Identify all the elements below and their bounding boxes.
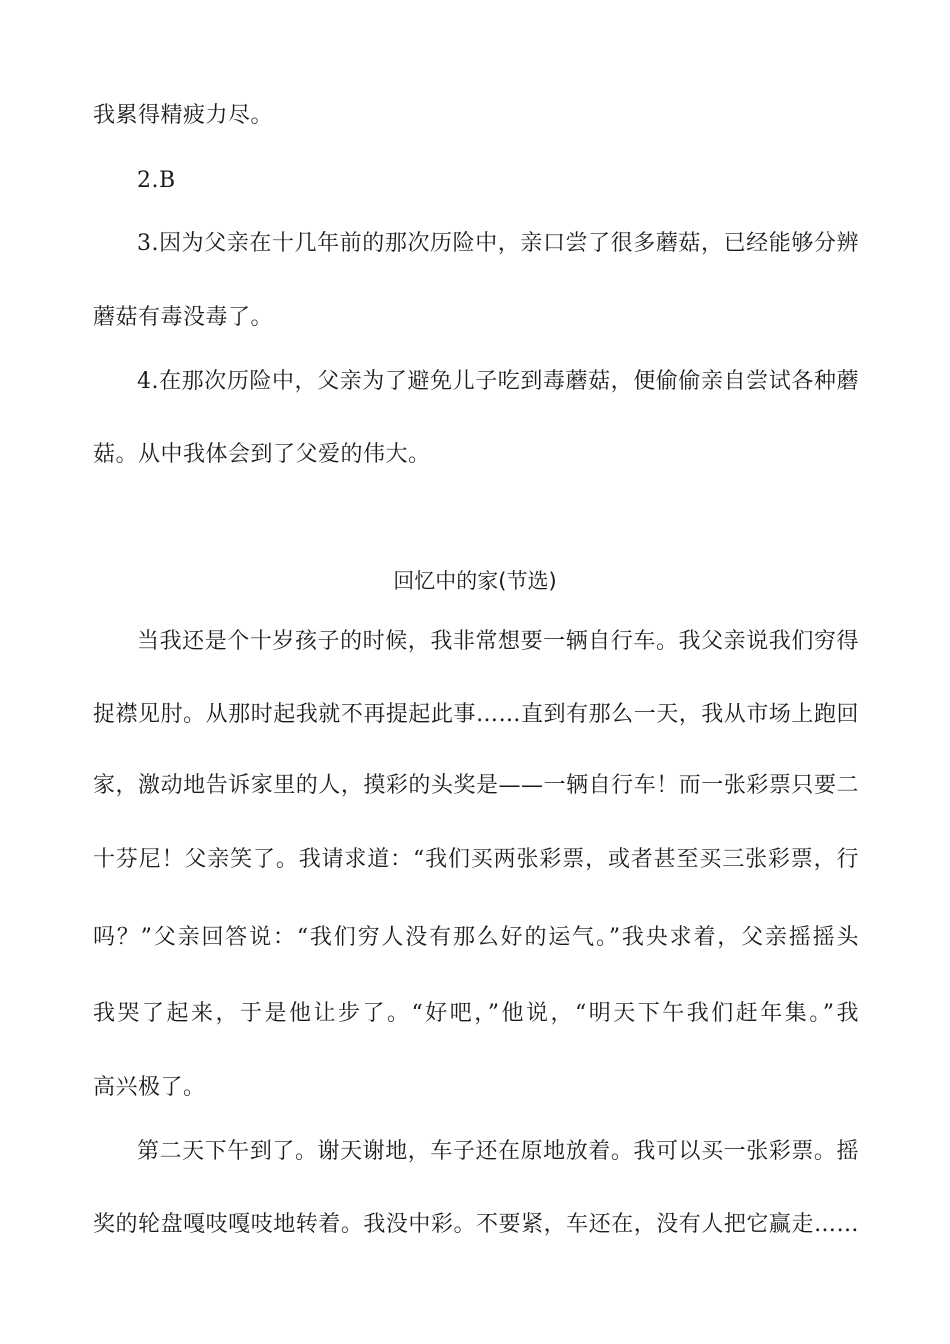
answer-3-line-2: 蘑菇有毒没毒了。 — [93, 305, 274, 330]
paragraph-1-line-3: 家，激动地告诉家里的人，摸彩的头奖是——一辆自行车！而一张彩票只要二 — [93, 773, 859, 798]
answer-4-line-1: 4.在那次历险中，父亲为了避免儿子吃到毒蘑菇，便偷偷亲自尝试各种蘑 — [137, 369, 859, 394]
answer-3-line-1: 3.因为父亲在十几年前的那次历险中，亲口尝了很多蘑菇，已经能够分辨 — [137, 231, 859, 256]
paragraph-1-line-1: 当我还是个十岁孩子的时候，我非常想要一辆自行车。我父亲说我们穷得 — [137, 629, 859, 654]
answer-line-1: 我累得精疲力尽。 — [93, 103, 274, 128]
paragraph-1-line-2: 捉襟见肘。从那时起我就不再提起此事……直到有那么一天，我从市场上跑回 — [93, 702, 859, 727]
article-title: 回忆中的家(节选) — [393, 569, 557, 593]
paragraph-2-line-2: 奖的轮盘嘎吱嘎吱地转着。我没中彩。不要紧，车还在，没有人把它赢走…… — [93, 1212, 859, 1237]
paragraph-1-line-7: 高兴极了。 — [93, 1075, 206, 1100]
paragraph-2-line-1: 第二天下午到了。谢天谢地，车子还在原地放着。我可以买一张彩票。摇 — [137, 1139, 859, 1164]
paragraph-1-line-5: 吗？”父亲回答说：“我们穷人没有那么好的运气。”我央求着，父亲摇摇头 — [93, 925, 859, 950]
paragraph-1-line-6: 我哭了起来，于是他让步了。“好吧，”他说，“明天下午我们赶年集。”我 — [93, 1001, 859, 1026]
answer-2: 2.B — [137, 168, 176, 193]
paragraph-1-line-4: 十芬尼！父亲笑了。我请求道：“我们买两张彩票，或者甚至买三张彩票，行 — [93, 847, 859, 872]
answer-4-line-2: 菇。从中我体会到了父爱的伟大。 — [93, 442, 431, 467]
